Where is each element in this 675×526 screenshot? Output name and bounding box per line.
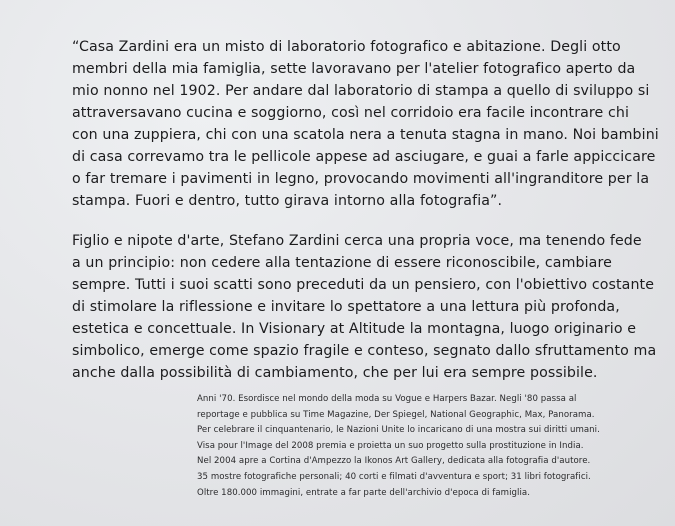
- bio-line: estetica e concettuale. In Visionary at Altitude la montagna, luogo originario e: [72, 321, 637, 337]
- quote-line: di casa correvamo tra le pellicole appese ad asciugare, e guai a farle appiccicare: [72, 149, 656, 165]
- quote-paragraph: [72, 36, 672, 212]
- quote-line: con una zuppiera, chi con una scatola nera a tenuta stagna in mano. Noi bambini: [72, 127, 659, 143]
- bio-paragraph: [72, 230, 672, 384]
- credits-paragraph: [197, 392, 667, 501]
- credit-line: 35 mostre fotografiche personali; 40 corti e filmati d'avventura e sport; 31 libri fotografici.: [197, 471, 591, 482]
- bio-line: Figlio e nipote d'arte, Stefano Zardini cerca una propria voce, ma tenendo fede: [72, 233, 642, 249]
- quote-line: stampa. Fuori e dentro, tutto girava intorno alla fotografia”.: [72, 193, 503, 209]
- credit-line: reportage e pubblica su Time Magazine, Der Spiegel, National Geographic, Max, Panorama.: [197, 409, 595, 420]
- quote-line: membri della mia famiglia, sette lavoravano per l'atelier fotografico aperto da: [72, 61, 636, 77]
- bio-line: di stimolare la riflessione e invitare lo spettatore a una lettura più profonda,: [72, 299, 620, 315]
- credit-line: Nel 2004 apre a Cortina d'Ampezzo la Ikonos Art Gallery, dedicata alla fotografia d'autore.: [197, 456, 591, 467]
- quote-line: o far tremare i pavimenti in legno, provocando movimenti all'ingranditore per la: [72, 171, 650, 187]
- bio-line: sempre. Tutti i suoi scatti sono preceduti da un pensiero, con l'obiettivo costante: [72, 277, 655, 293]
- bio-line: anche dalla possibilità di cambiamento, che per lui era sempre possibile.: [72, 365, 598, 381]
- bio-line: simbolico, emerge come spazio fragile e conteso, segnato dallo sfruttamento ma: [72, 343, 657, 359]
- bio-line: a un principio: non cedere alla tentazione di essere riconoscibile, cambiare: [72, 255, 612, 271]
- quote-line: “Casa Zardini era un misto di laboratorio fotografico e abitazione. Degli otto: [72, 39, 621, 55]
- credit-line: Visa pour l'Image del 2008 premia e proietta un suo progetto sulla prostituzione in India.: [197, 440, 584, 451]
- credit-line: Per celebrare il cinquantenario, le Nazioni Unite lo incaricano di una mostra sui diritti umani.: [197, 425, 600, 436]
- quote-line: mio nonno nel 1902. Per andare dal laboratorio di stampa a quello di sviluppo si: [72, 83, 650, 99]
- quote-line: attraversavano cucina e soggiorno, così nel corridoio era facile incontrare chi: [72, 105, 630, 121]
- credit-line: Oltre 180.000 immagini, entrate a far parte dell'archivio d'epoca di famiglia.: [197, 487, 530, 498]
- credit-line: Anni '70. Esordisce nel mondo della moda su Vogue e Harpers Bazar. Negli '80 passa al: [197, 394, 577, 404]
